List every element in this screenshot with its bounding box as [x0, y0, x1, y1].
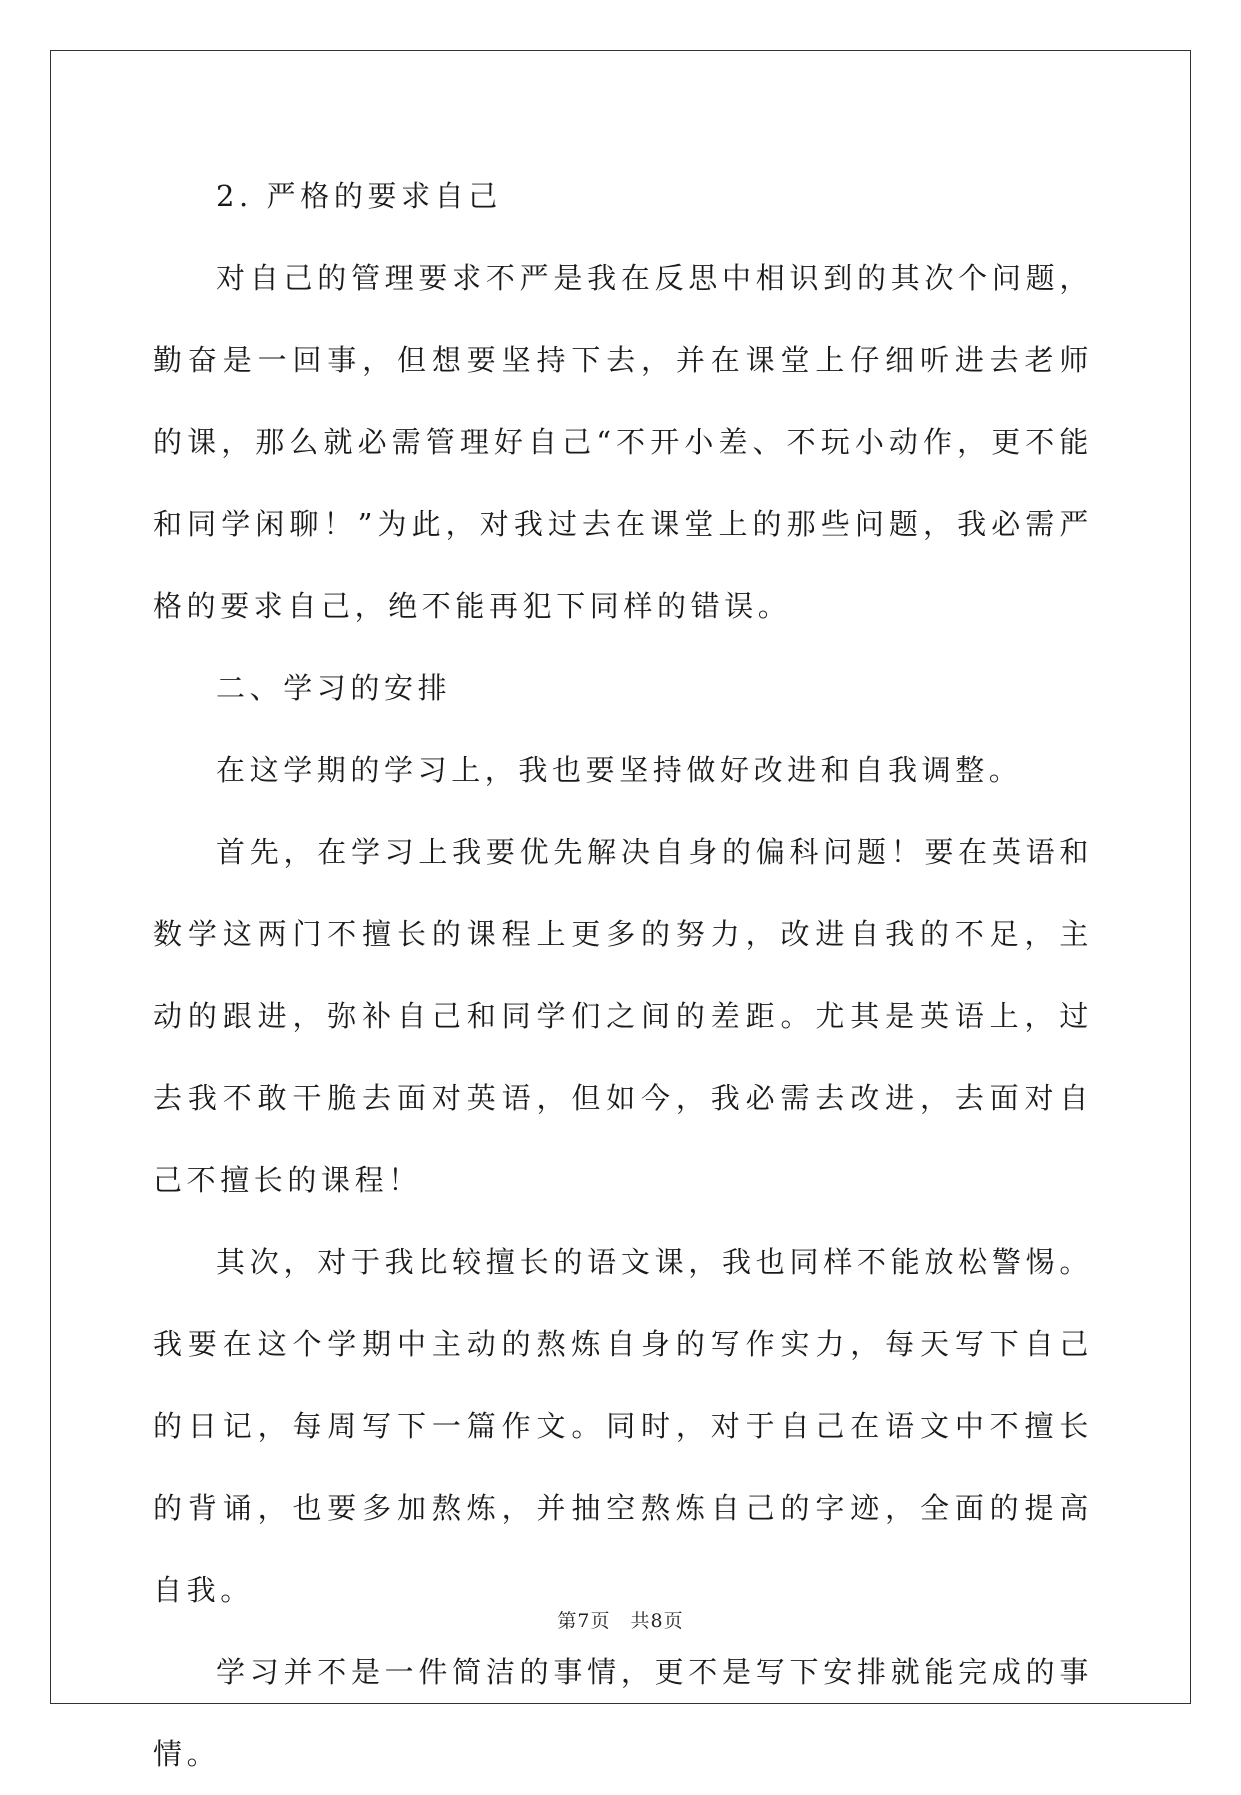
paragraph-semester-adjustment: 在这学期的学习上，我也要坚持做好改进和自我调整。 [216, 753, 1023, 787]
section-heading-strict-requirements: 2. 严格的要求自己 [216, 179, 502, 213]
section-heading-study-plan: 二、学习的安排 [216, 671, 452, 705]
paragraph-second-chinese-class: 其次，对于我比较擅长的语文课，我也同样不能放松警惕。我要在这个学期中主动的熬炼自身的写作实力，每天写下自己的日记，每周写下一篇作文。同时，对于自己在语文中不擅长的背诵，也要多加熬炼，并抽空熬炼自己的字迹，全面的提高自我。 [153, 1245, 1093, 1607]
paragraph-closing: 学习并不是一件简洁的事情，更不是写下安排就能完成的事情。 [153, 1655, 1093, 1771]
document-body [153, 155, 1093, 1795]
paragraph-self-management: 对自己的管理要求不严是我在反思中相识到的其次个问题，勤奋是一回事，但想要坚持下去，并在课堂上仔细听进去老师的课，那么就必需管理好自己“不开小差、不玩小动作，更不能和同学闲聊！”为此，对我过去在课堂上的那些问题，我必需严格的要求自己，绝不能再犯下同样的错误。 [153, 261, 1093, 623]
paragraph-first-subject-bias: 首先，在学习上我要优先解决自身的偏科问题！要在英语和数学这两门不擅长的课程上更多的努力，改进自我的不足，主动的跟进，弥补自己和同学们之间的差距。尤其是英语上，过去我不敢干脆去面对英语，但如今，我必需去改进，去面对自己不擅长的课程！ [153, 835, 1093, 1197]
page-number-footer: 第7页 共8页 [557, 1610, 684, 1632]
